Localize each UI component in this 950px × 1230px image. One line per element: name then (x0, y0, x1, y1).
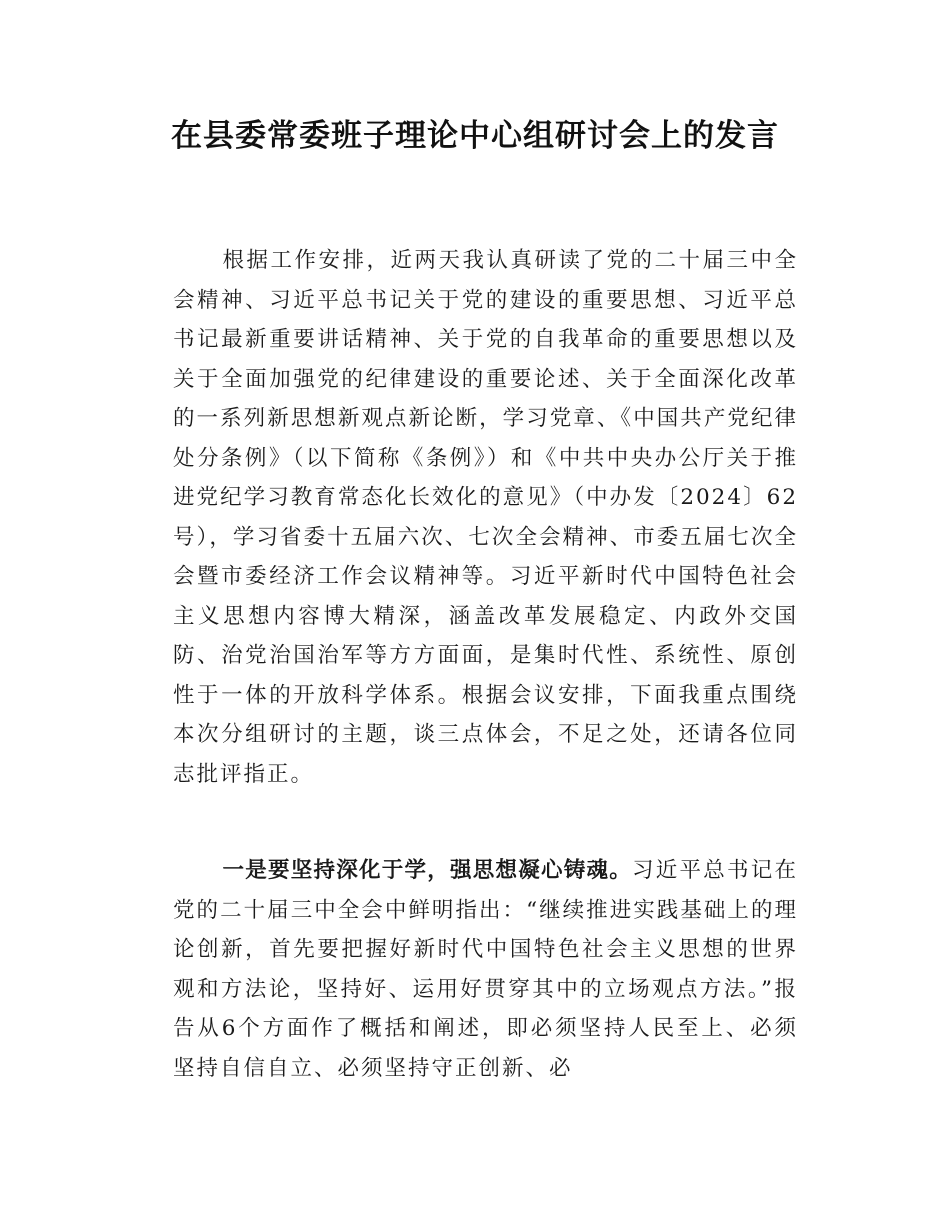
paragraph-text: 习近平总书记在党的二十届三中全会中鲜明指出：“继续推进实践基础上的理论创新，首先要把握好新时代中国特色社会主义思想的世界观和方法论，坚持好、运用好贯穿其中的立场观点方法。”报告从6个方面作了概括和阐述，即必须坚持人民至上、必须坚持自信自立、必须坚持守正创新、必 (173, 858, 798, 1081)
paragraph-intro (173, 241, 798, 794)
document-title: 在县委常委班子理论中心组研讨会上的发言 (171, 118, 779, 154)
paragraph-text: 根据工作安排，近两天我认真研读了党的二十届三中全会精神、习近平总书记关于党的建设的重要思想、习近平总书记最新重要讲话精神、关于党的自我革命的重要思想以及关于全面加强党的纪律建设的重要论述、关于全面深化改革的一系列新思想新观点新论断，学习党章、《中国共产党纪律处分条例》（以下简称《条例》）和《中共中央办公厅关于推进党纪学习教育常态化长效化的意见》（中办发〔2024〕62号），学习省委十五届六次、七次全会精神、市委五届七次全会暨市委经济工作会议精神等。习近平新时代中国特色社会主义思想内容博大精深，涵盖改革发展稳定、内政外交国防、治党治国治军等方方面面，是集时代性、系统性、原创性于一体的开放科学体系。根据会议安排，下面我重点围绕本次分组研讨的主题，谈三点体会，不足之处，还请各位同志批评指正。 (173, 248, 798, 787)
paragraph-lead: 一是要坚持深化于学，强思想凝心铸魂。 (222, 858, 632, 883)
paragraph-point-one (173, 851, 798, 1088)
